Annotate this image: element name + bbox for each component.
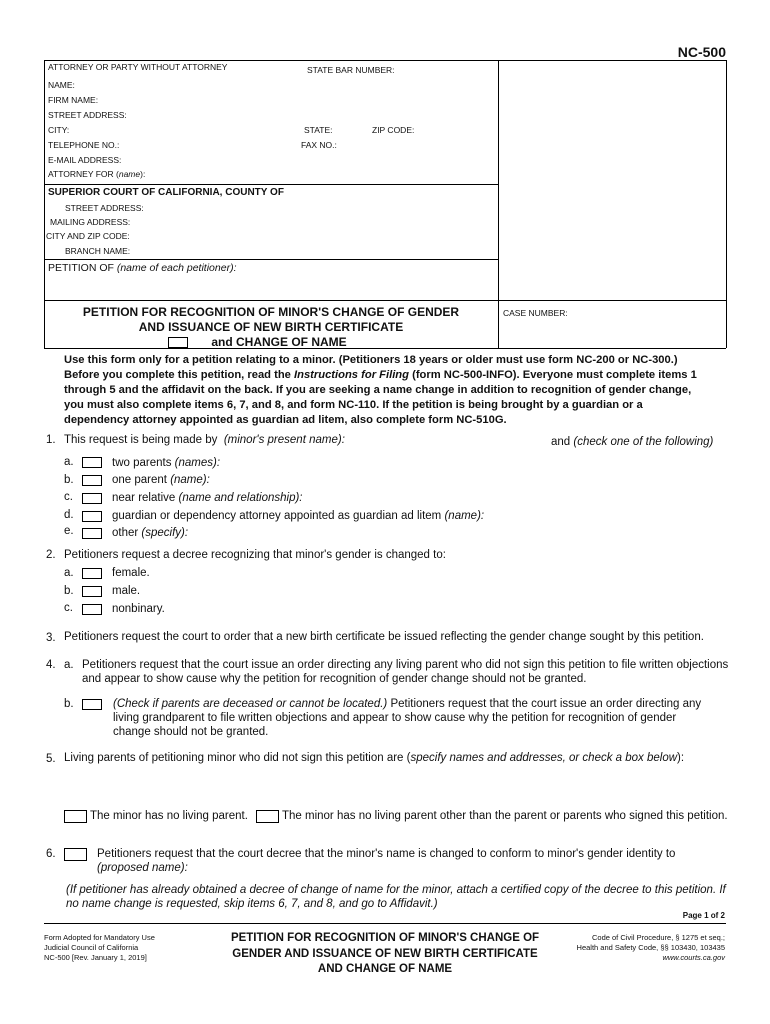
item6-checkbox[interactable]: [64, 848, 87, 861]
form-number: NC-500: [677, 44, 726, 60]
no-living-parent-text: The minor has no living parent.: [90, 810, 248, 822]
title-line-3: and CHANGE OF NAME: [44, 335, 498, 350]
court-street-label[interactable]: STREET ADDRESS:: [65, 203, 144, 213]
item1-option-d-checkbox[interactable]: [82, 511, 102, 522]
item2-option-c-checkbox[interactable]: [82, 604, 102, 615]
item1-option-b-checkbox[interactable]: [82, 475, 102, 486]
item2-option-b-checkbox[interactable]: [82, 586, 102, 597]
title-top-line: [44, 300, 726, 301]
item3-text: Petitioners request the court to order that a new birth certificate be issued reflecting the gender change sought by this petition.: [64, 631, 704, 643]
item5-number: 5.: [46, 753, 56, 765]
change-of-name-checkbox[interactable]: [168, 337, 188, 348]
footer-title: PETITION FOR RECOGNITION OF MINOR'S CHANGE OF GENDER AND ISSUANCE OF NEW BIRTH CERTIFICATE AND CHANGE OF NAME: [230, 932, 540, 975]
street-address-label[interactable]: STREET ADDRESS:: [48, 110, 127, 120]
city-label[interactable]: CITY:: [48, 125, 70, 135]
item2-option-a-checkbox[interactable]: [82, 568, 102, 579]
fax-label[interactable]: FAX NO.:: [301, 140, 337, 150]
court-top-line: [44, 184, 498, 185]
item6-note: (If petitioner has already obtained a decree of change of name for the minor, attach a certified copy of the decree to this petition. If no name change is requested, skip items 6, 7, and 8, and go to Affidavit.): [66, 884, 726, 910]
no-living-parent-checkbox[interactable]: [64, 810, 87, 823]
item4-b-checkbox[interactable]: [82, 699, 102, 710]
item1-check-one: and (check one of the following): [551, 436, 714, 448]
item1-option-c-text: near relative (name and relationship):: [112, 492, 303, 504]
item4-a-letter: a.: [64, 659, 74, 671]
caption-divider-line: [498, 60, 499, 348]
item2-text: Petitioners request a decree recognizing that minor's gender is changed to:: [64, 549, 446, 561]
attorney-header: ATTORNEY OR PARTY WITHOUT ATTORNEY: [48, 62, 228, 72]
item4-a-text: Petitioners request that the court issue an order directing any living parent who did not sign this petition to file written objections and appear to show cause why the petition for recognition of gender change should not be granted.: [82, 659, 729, 685]
item3-number: 3.: [46, 632, 56, 644]
firm-name-label[interactable]: FIRM NAME:: [48, 95, 99, 105]
title-line-2: AND ISSUANCE OF NEW BIRTH CERTIFICATE: [138, 320, 404, 334]
item2-option-a-letter: a.: [64, 567, 74, 579]
courts-website-link[interactable]: www.courts.ca.gov: [662, 953, 725, 962]
item1-text: This request is being made by (minor's present name):: [64, 434, 345, 446]
item2-option-b-text: male.: [112, 585, 141, 597]
no-other-living-parent-text: The minor has no living parent other than the parent or parents who signed this petition.: [282, 810, 728, 822]
item2-option-a-text: female.: [112, 567, 150, 579]
item1-number: 1.: [46, 434, 56, 446]
page-number: Page 1 of 2: [682, 911, 725, 920]
item2-option-b-letter: b.: [64, 585, 74, 597]
court-city-zip-label[interactable]: CITY AND ZIP CODE:: [46, 231, 130, 241]
item1-option-c-letter: c.: [64, 491, 73, 503]
item2-option-c-letter: c.: [64, 602, 73, 614]
no-other-living-parent-checkbox[interactable]: [256, 810, 279, 823]
item1-option-b-letter: b.: [64, 474, 74, 486]
title-line-1: PETITION FOR RECOGNITION OF MINOR'S CHANGE OF GENDER: [82, 305, 460, 319]
case-number-label[interactable]: CASE NUMBER:: [503, 308, 568, 318]
instructions: Use this form only for a petition relating to a minor. (Petitioners 18 years or older must use form NC-200 or NC-300.) Before you complete this petition, read the Instructions for Filing (form NC-500-INFO). Everyone must complete items 1 through 5 and the affidavit on the back. If you are seeking a name change in addition to recognition of gender change, you must also complete items 6, 7, and 8, and form NC-110. If the petition is being brought by a guardian or a dependency attorney appointed as guardian ad litem, also complete form NC-510G.: [64, 354, 697, 426]
court-mailing-label[interactable]: MAILING ADDRESS:: [50, 217, 131, 227]
item1-option-a-checkbox[interactable]: [82, 457, 102, 468]
item1-option-d-letter: d.: [64, 509, 74, 521]
item1-option-c-checkbox[interactable]: [82, 493, 102, 504]
court-branch-label[interactable]: BRANCH NAME:: [65, 246, 131, 256]
petition-of-label[interactable]: PETITION OF (name of each petitioner):: [48, 262, 237, 274]
petition-of-top-line: [44, 259, 498, 260]
state-bar-label: STATE BAR NUMBER:: [307, 65, 395, 75]
item1-option-e-text: other (specify):: [112, 527, 189, 539]
item2-number: 2.: [46, 549, 56, 561]
caption-top-line: [44, 60, 726, 61]
item1-option-b-text: one parent (name):: [112, 474, 210, 486]
footer-line: [44, 923, 726, 924]
item4-b-letter: b.: [64, 698, 74, 710]
item6-text: Petitioners request that the court decree that the minor's name is changed to conform to minor's gender identity to (proposed name):: [97, 848, 676, 874]
footer-right: Code of Civil Procedure, § 1275 et seq.; Health and Safety Code, §§ 103430, 103435 www.courts.ca.gov: [576, 933, 725, 962]
form-title: [44, 305, 498, 350]
email-label[interactable]: E-MAIL ADDRESS:: [48, 155, 122, 165]
item1-option-d-text: guardian or dependency attorney appointed as guardian ad litem (name):: [112, 510, 485, 522]
name-label[interactable]: NAME:: [48, 80, 75, 90]
item1-option-a-text: two parents (names):: [112, 457, 221, 469]
item1-option-e-checkbox[interactable]: [82, 528, 102, 539]
item1-option-e-letter: e.: [64, 525, 74, 537]
attorney-for-label[interactable]: ATTORNEY FOR (name):: [48, 169, 146, 179]
court-title: SUPERIOR COURT OF CALIFORNIA, COUNTY OF: [48, 187, 284, 198]
footer-left: Form Adopted for Mandatory Use Judicial Council of California NC-500 [Rev. January 1, 2019]: [44, 933, 155, 962]
item4-b-text: (Check if parents are deceased or cannot be located.) Petitioners request that the court issue an order directing any living grandparent to file written objections and appear to show cause why the petition for recognition of gender change should not be granted.: [113, 698, 702, 738]
item6-number: 6.: [46, 848, 56, 860]
item4-number: 4.: [46, 659, 56, 671]
item5-text: Living parents of petitioning minor who did not sign this petition are (specify names and addresses, or check a box below):: [64, 752, 685, 764]
state-label[interactable]: STATE:: [304, 125, 333, 135]
telephone-label[interactable]: TELEPHONE NO.:: [48, 140, 120, 150]
item1-option-a-letter: a.: [64, 456, 74, 468]
item2-option-c-text: nonbinary.: [112, 603, 165, 615]
zip-code-label[interactable]: ZIP CODE:: [372, 125, 415, 135]
caption-right-line: [726, 60, 727, 348]
